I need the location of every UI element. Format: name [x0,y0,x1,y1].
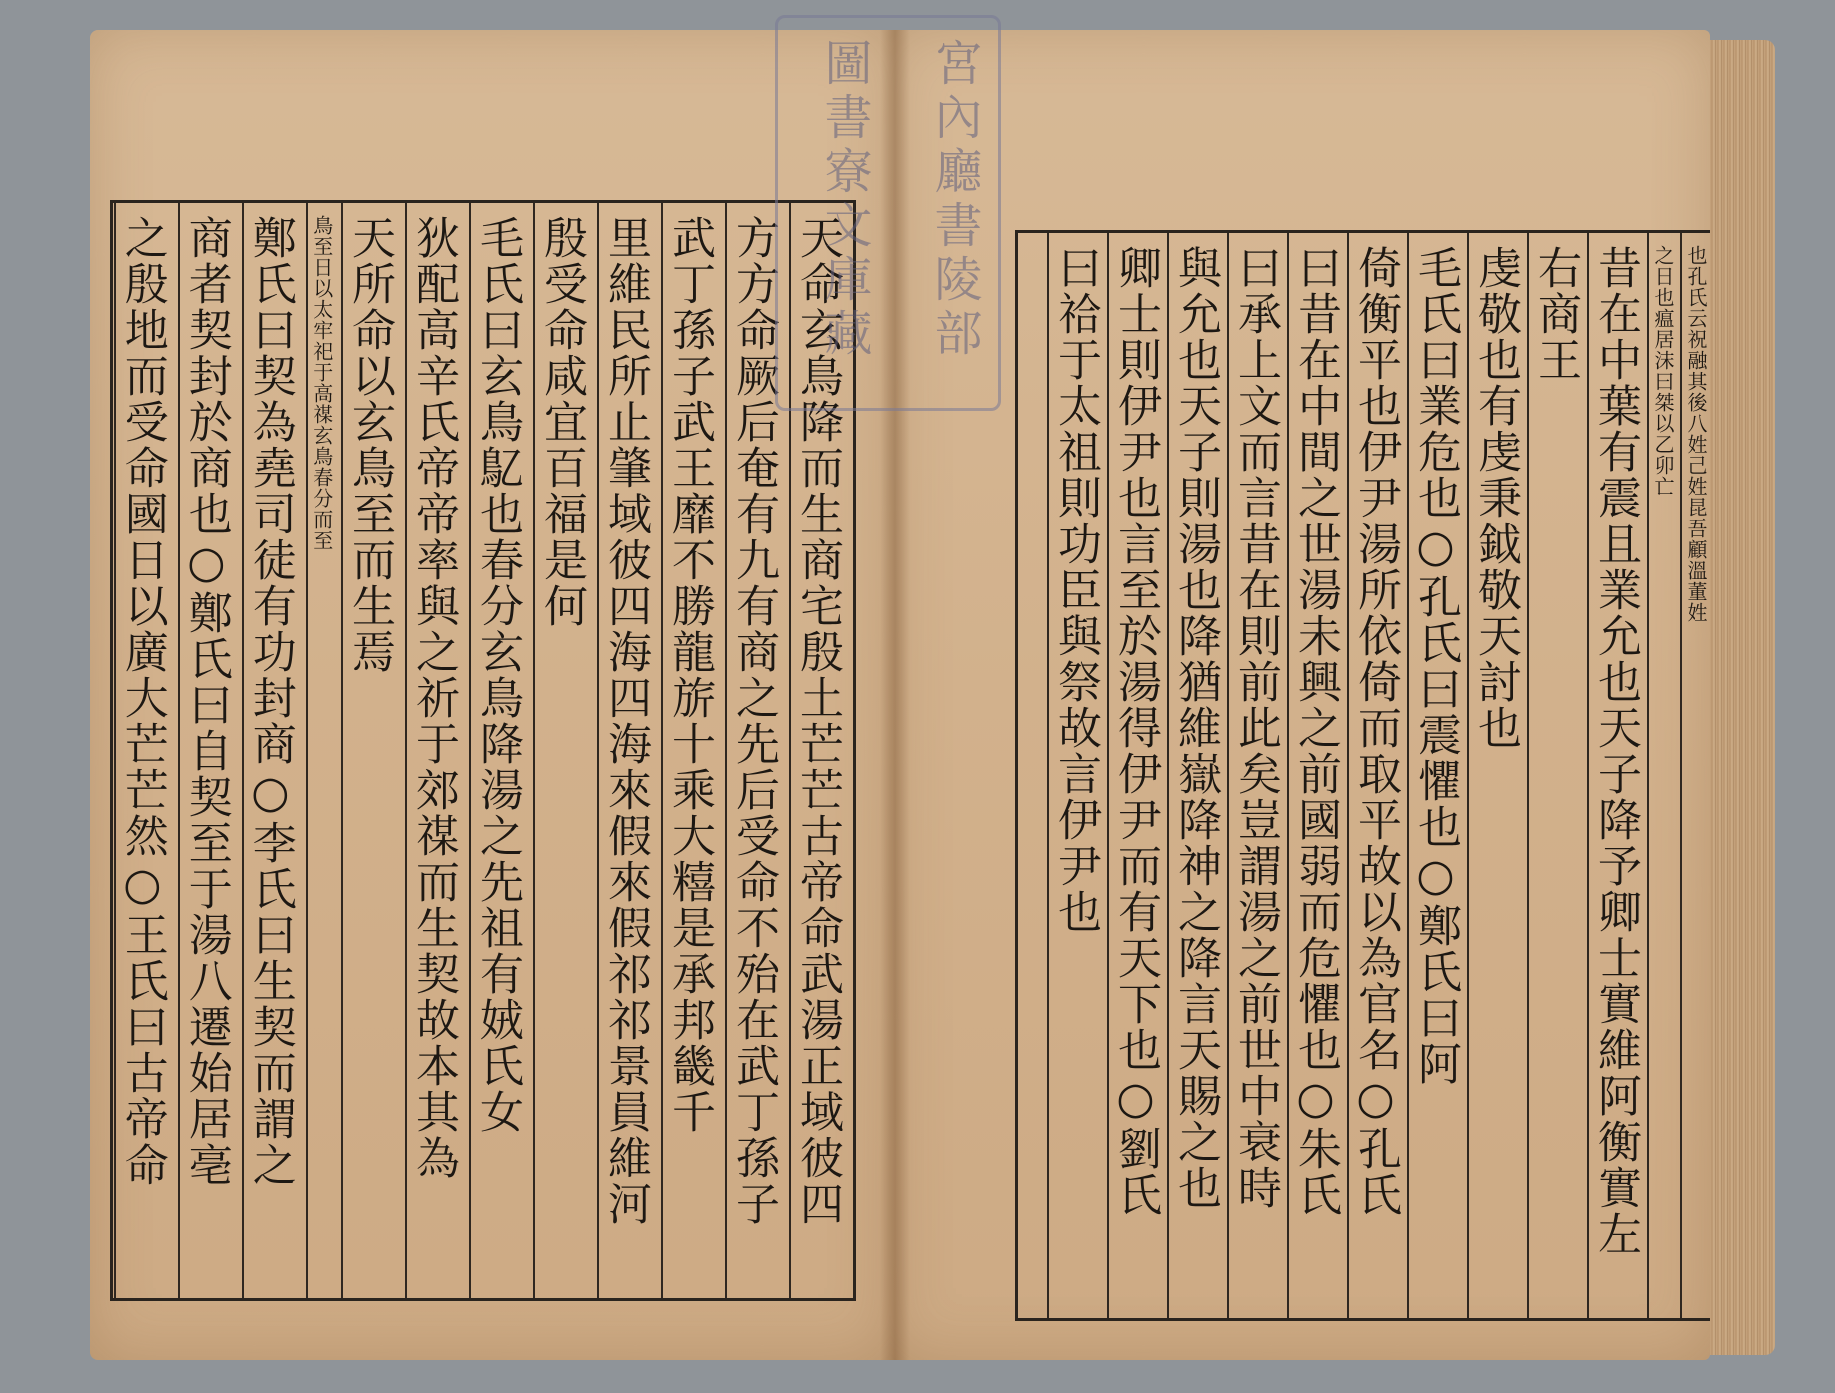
column-rule [533,203,535,1298]
column-rule [1287,233,1289,1318]
column-rule [597,203,599,1298]
column-rule [1167,233,1169,1318]
seal-line-1: 宮內廳書陵部 [926,38,982,362]
column-rule [306,203,308,1298]
column-rule [405,203,407,1298]
column-rule [1680,233,1682,1318]
text-column: 鳥至日以太牢祀于高禖玄鳥春分而至 [309,215,334,551]
text-column: 昔在中葉有震且業允也天子降予卿士實維阿衡實左 [1590,245,1641,1257]
column-rule [1047,233,1049,1318]
text-column: 虔敬也有虔秉鉞敬天討也 [1470,245,1521,751]
left-text-frame [110,200,856,1301]
text-column: 毛氏曰玄鳥鳦也春分玄鳥降湯之先祖有娀氏女 [472,215,523,1135]
text-column: 鄭氏曰契為堯司徒有功封商○李氏曰生契而謂之 [244,215,296,1188]
page-edges [1710,40,1775,1355]
text-column: 之日也瘟居沫曰桀以乙卯亡 [1651,245,1675,497]
text-column: 殷受命咸宜百福是何 [536,215,587,629]
text-column: 卿士則伊尹也言至於湯得伊尹而有天下也○劉氏 [1110,245,1161,1218]
column-rule [469,203,471,1298]
text-column: 里維民所止肇域彼四海四海來假來假祁祁景員維河 [600,215,651,1227]
column-rule [242,203,244,1298]
column-rule [114,203,116,1298]
column-rule [341,203,343,1298]
column-rule [1527,233,1529,1318]
text-column: 與允也天子則湯也降猶維嶽降神之降言天賜之也 [1170,245,1221,1211]
text-column: 倚衡平也伊尹湯所依倚而取平故以為官名○孔氏 [1350,245,1401,1218]
column-rule [661,203,663,1298]
column-rule [1107,233,1109,1318]
text-column: 方方命厥后奄有九有商之先后受命不殆在武丁孫子 [728,215,779,1227]
right-text-frame [1015,230,1716,1321]
column-rule [725,203,727,1298]
text-column: 天所命以玄鳥至而生焉 [344,215,395,675]
text-column: 右商王 [1530,245,1581,383]
text-column: 商者契封於商也○鄭氏曰自契至于湯八遷始居亳 [180,215,232,1188]
text-column: 曰昔在中間之世湯未興之前國弱而危懼也○朱氏 [1290,245,1341,1218]
right-page [890,30,1710,1360]
text-column: 也孔氏云祝融其後八姓己姓昆吾顧溫董姓 [1684,245,1708,623]
library-seal-stamp [775,15,1001,411]
column-rule [1467,233,1469,1318]
column-rule [1647,233,1649,1318]
text-column: 曰承上文而言昔在則前此矣豈謂湯之前世中衰時 [1230,245,1281,1211]
column-rule [1347,233,1349,1318]
column-rule [1407,233,1409,1318]
text-column: 狄配高辛氏帝帝率與之祈于郊禖而生契故本其為 [408,215,459,1181]
text-column: 之殷地而受命國日以廣大芒芒然○王氏曰古帝命 [116,215,168,1188]
column-rule [1587,233,1589,1318]
text-column: 天命玄鳥降而生商宅殷土芒芒古帝命武湯正域彼四 [792,215,843,1227]
seal-line-2: 圖書寮文庫藏 [816,38,872,362]
column-rule [178,203,180,1298]
left-page [90,30,890,1360]
text-column: 曰祫于太祖則功臣與祭故言伊尹也 [1050,245,1101,935]
text-column: 武丁孫子武王靡不勝龍旂十乘大糦是承邦畿千 [664,215,715,1135]
column-rule [1227,233,1229,1318]
text-column: 毛氏曰業危也○孔氏曰震懼也○鄭氏曰阿 [1410,245,1461,1087]
